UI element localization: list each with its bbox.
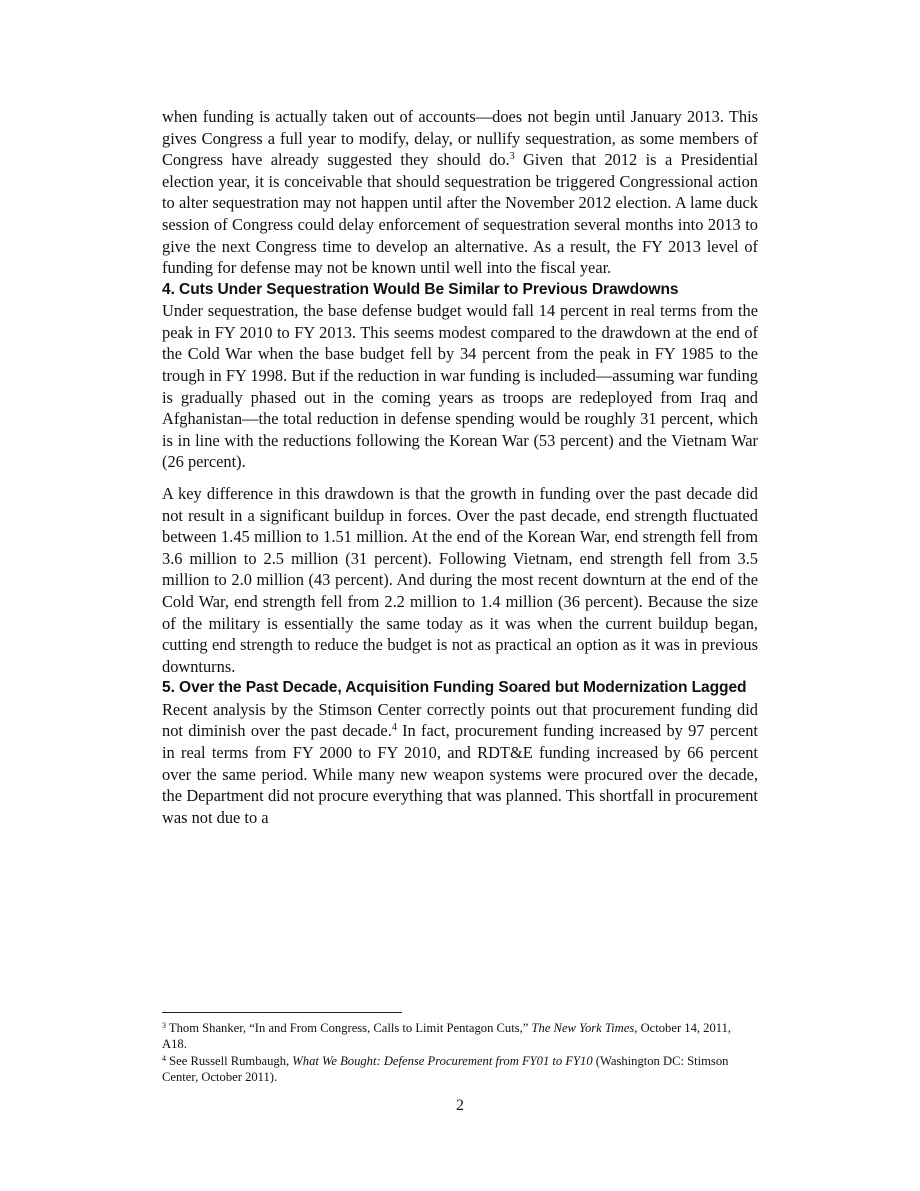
footnote-text: See Russell Rumbaugh, <box>166 1053 293 1068</box>
intro-paragraph <box>162 106 758 279</box>
intro-text: when funding is actually taken out of accounts—does not begin until January 2013. This gives Congress a full year to modify, delay, or nullify sequestration, as some members of Congress have already suggested they should do. <box>162 107 758 170</box>
footnote-source-title: The New York Times <box>531 1021 635 1035</box>
footnote-text-end: , October 14, 2011, A18. <box>162 1021 732 1052</box>
section-5-text: Recent analysis by the Stimson Center correctly points out that procurement funding did not diminish over the past decade. <box>162 699 758 741</box>
footnote-number: 3 <box>162 1021 166 1030</box>
footnote-text-end: (Washington DC: Stimson Center, October 2011). <box>162 1053 729 1085</box>
section-4-heading: 4. Cuts Under Sequestration Would Be Similar to Previous Drawdowns <box>162 280 679 298</box>
footnotes <box>162 1020 758 1086</box>
page-body <box>162 106 758 828</box>
section-5-heading: 5. Over the Past Decade, Acquisition Funding Soared but Modernization Lagged <box>162 679 747 697</box>
footnote-number: 4 <box>162 1053 166 1063</box>
footnote-ref-4[interactable]: 4 <box>391 722 397 734</box>
footnote-text: Thom Shanker, “In and From Congress, Calls to Limit Pentagon Cuts,” <box>166 1021 532 1035</box>
page-number: 2 <box>456 1097 464 1114</box>
footnote-4 <box>162 1053 758 1086</box>
footnote-ref-3[interactable]: 3 <box>509 151 515 163</box>
footnote-divider <box>162 1012 402 1013</box>
section-5-text-cont: In fact, procurement funding increased by 97 percent in real terms from FY 2000 to FY 2010, and RDT&E funding increased by 66 percent over the same period. While many new weapon systems were procured over the decade, the Department did not procure everything that was planned. This shortfall in procurement was not due to a <box>162 721 758 827</box>
footnote-3 <box>162 1020 758 1053</box>
section-5-paragraph-1 <box>162 699 758 829</box>
footnote-source-title: What We Bought: Defense Procurement from FY01 to FY10 <box>292 1053 593 1068</box>
intro-text-cont: Given that 2012 is a Presidential election year, it is conceivable that should sequestration be triggered Congressional action to alter sequestration may not happen until after the November 2012 election. A lame duck session of Congress could delay enforcement of sequestration several months into 2013 to give the next Congress time to develop an alternative. As a result, the FY 2013 level of funding for defense may not be known until well into the fiscal year. <box>162 150 759 278</box>
section-4-paragraph-1: Under sequestration, the base defense budget would fall 14 percent in real terms from the peak in FY 2010 to FY 2013. This seems modest compared to the drawdown at the end of the Cold War when the base budget fell by 34 percent from the peak in FY 1985 to the trough in FY 1998. But if the reduction in war funding is included—assuming war funding is gradually phased out in the coming years as troops are redeployed from Iraq and Afghanistan—the total reduction in defense spending would be roughly 31 percent, which is in line with the reductions following the Korean War (53 percent) and the Vietnam War (26 percent). <box>162 301 758 472</box>
section-4-paragraph-2: A key difference in this drawdown is that the growth in funding over the past decade did not result in a significant buildup in forces. Over the past decade, end strength fluctuated between 1.45 million to 1.51 million. At the end of the Korean War, end strength fell from 3.6 million to 2.5 million (31 percent). Following Vietnam, end strength fell from 3.5 million to 2.0 million (43 percent). And during the most recent downturn at the end of the Cold War, end strength fell from 2.2 million to 1.4 million (36 percent). Because the size of the military is essentially the same today as it was when the current buildup began, cutting end strength to reduce the budget is not as practical an option as it was in previous downturns. <box>162 484 758 676</box>
